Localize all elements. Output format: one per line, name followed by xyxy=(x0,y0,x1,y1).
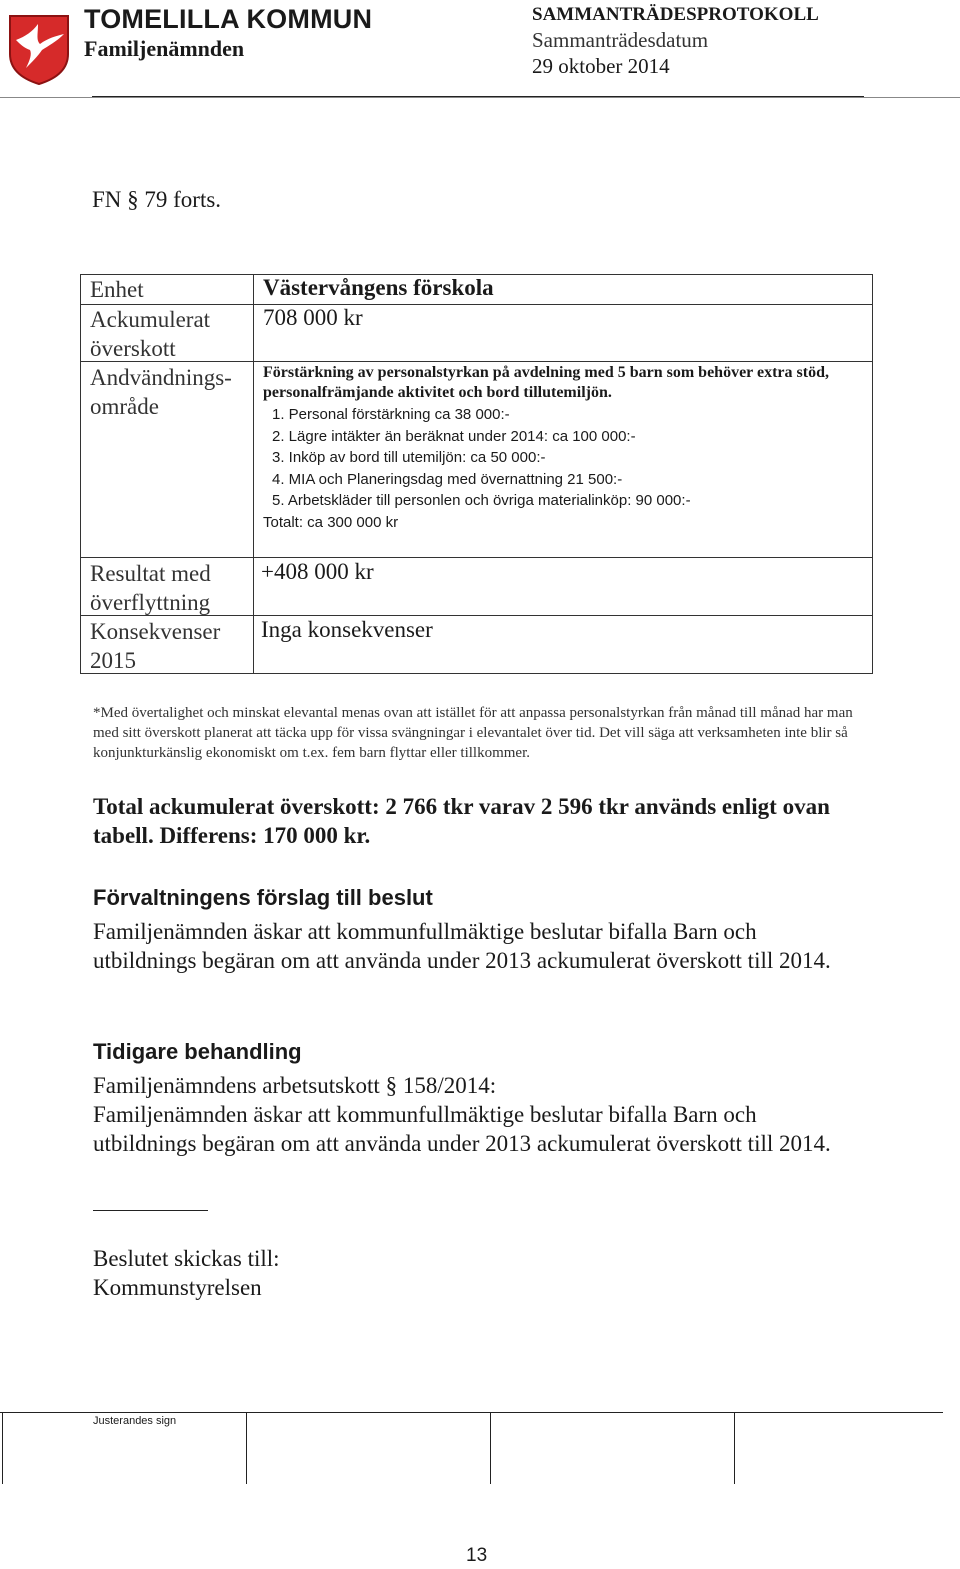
header-divider-thin xyxy=(0,97,960,98)
row-label-usage: Andvändnings-område xyxy=(90,365,232,419)
page-number: 13 xyxy=(466,1545,488,1566)
sent-to-recipient: Kommunstyrelsen xyxy=(93,1275,262,1300)
date-label: Sammanträdesdatum xyxy=(532,28,709,52)
previous-text: Familjenämnden äskar att kommunfullmäktige beslutar bifalla Barn och utbildnings begäran om att använda under 2013 ackumulerat överskott till 2014. xyxy=(93,1102,831,1156)
usage-list xyxy=(272,404,853,512)
header-divider xyxy=(92,96,864,97)
table-column-divider xyxy=(253,275,254,673)
accumulated-surplus-table xyxy=(80,274,873,674)
signature-label: Justerandes sign xyxy=(93,1415,177,1427)
signature-box-divider xyxy=(734,1412,735,1484)
signature-box-divider xyxy=(246,1412,247,1484)
row-label-consequences: Konsekvenser 2015 xyxy=(90,619,221,673)
signature-box-divider xyxy=(2,1412,3,1484)
previous-reference: Familjenämndens arbetsutskott § 158/2014: xyxy=(93,1073,497,1098)
organization-name: TOMELILLA KOMMUN xyxy=(84,4,373,34)
proposal-text: Familjenämnden äskar att kommunfullmäktige beslutar bifalla Barn och utbildnings begäran om att använda under 2013 ackumulerat överskott till 2014. xyxy=(93,919,831,973)
signature-box-divider xyxy=(490,1412,491,1484)
total-summary: Total ackumulerat överskott: 2 766 tkr varav 2 596 tkr används enligt ovan tabell. Differens: 170 000 kr. xyxy=(93,794,830,848)
meeting-date: 29 oktober 2014 xyxy=(532,54,670,78)
usage-item: 3. Inköp av bord till utemiljön: ca 50 000:- xyxy=(272,449,546,466)
row-value-result: +408 000 kr xyxy=(261,559,374,584)
document-type: SAMMANTRÄDESPROTOKOLL xyxy=(532,4,819,25)
row-value-unit: Västervångens förskola xyxy=(263,275,494,300)
row-label-unit: Enhet xyxy=(90,277,144,302)
row-value-consequences: Inga konsekvenser xyxy=(261,617,433,642)
table-row-divider xyxy=(81,557,872,558)
signature-box-top xyxy=(0,1412,943,1413)
usage-item: 4. MIA och Planeringsdag med övernattning 21 500:- xyxy=(272,470,623,488)
row-label-accumulated: Ackumulerat överskott xyxy=(90,307,211,361)
usage-item: 5. Arbetskläder till personlen och övriga materialinköp: 90 000:- xyxy=(272,492,691,509)
sent-to-label: Beslutet skickas till: xyxy=(93,1246,280,1271)
previous-heading: Tidigare behandling xyxy=(93,1039,302,1064)
proposal-heading: Förvaltningens förslag till beslut xyxy=(93,885,433,910)
department-name: Familjenämnden xyxy=(84,36,245,61)
coat-of-arms-bird-icon xyxy=(8,14,70,86)
usage-item: 2. Lägre intäkter än beräknat under 2014: ca 100 000:- xyxy=(272,427,636,445)
separator-line xyxy=(93,1210,208,1211)
row-value-accumulated: 708 000 kr xyxy=(263,305,363,330)
usage-item: 1. Personal förstärkning ca 38 000:- xyxy=(272,406,510,423)
row-value-usage xyxy=(263,363,853,533)
row-label-result: Resultat med överflyttning xyxy=(90,561,211,615)
footnote: *Med övertalighet och minskat elevantal menas ovan att istället för att anpassa personalstyrkan från månad till månad har man med sitt överskott planerat att täcka upp för vissa svängningar i elevantalet över tid. Det vill säga att verksamheten inte blir så konjunkturkänslig ekonomiskt om t.ex. fem barn flyttar eller tillkommer. xyxy=(93,705,853,761)
usage-total: Totalt: ca 300 000 kr xyxy=(263,513,399,531)
section-reference: FN § 79 forts. xyxy=(92,187,222,212)
usage-intro: Förstärkning av personalstyrkan på avdelning med 5 barn som behöver extra stöd, personalfrämjande aktivitet och bord tillutemiljön. xyxy=(263,364,829,401)
